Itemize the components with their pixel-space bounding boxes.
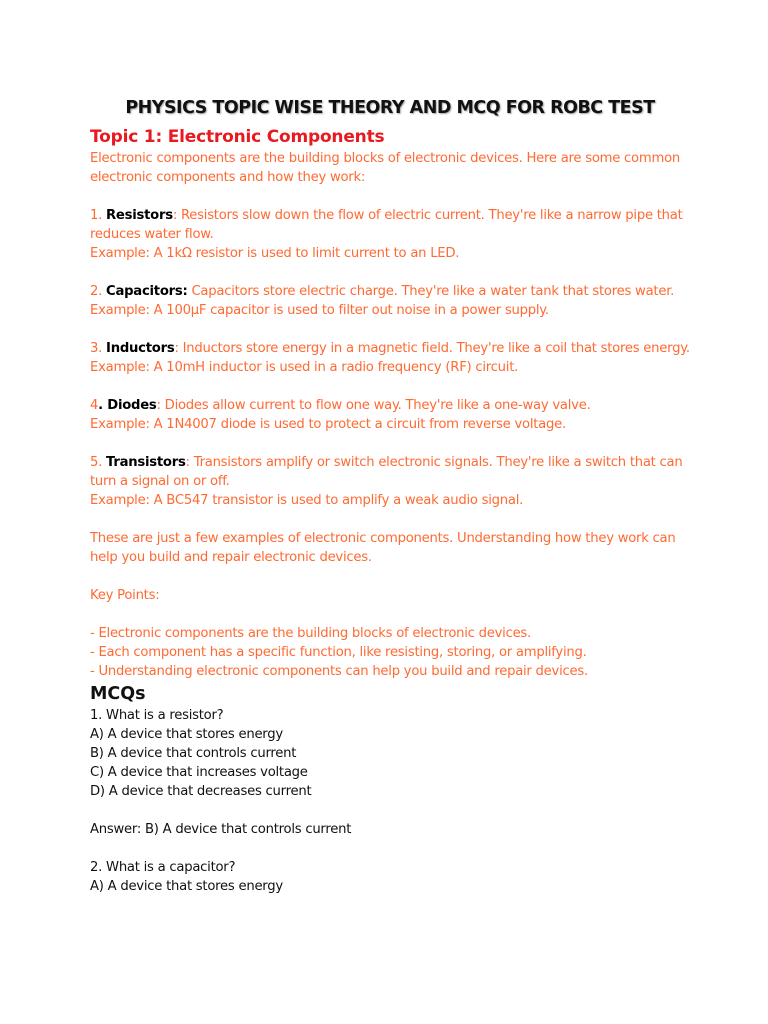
component-example: Example: A BC547 transistor is used to amplify a weak audio signal.: [90, 493, 524, 508]
component-name: Capacitors:: [106, 284, 188, 299]
option-a: A) A device that stores energy: [90, 879, 283, 894]
component-transistors: 5. Transistors: Transistors amplify or switch electronic signals. They're like a switch that can turn a signal on or off.: [90, 455, 683, 489]
option-b: B) A device that controls current: [90, 746, 297, 761]
component-capacitors: 2. Capacitors: Capacitors store electric charge. They're like a water tank that stores water.: [90, 284, 675, 299]
component-diodes: 4. Diodes: Diodes allow current to flow one way. They're like a one-way valve.: [90, 398, 591, 413]
component-example: Example: A 1kΩ resistor is used to limit current to an LED.: [90, 246, 460, 261]
component-name: Inductors: [106, 341, 175, 356]
mcq-section: [90, 706, 690, 896]
theory-section: [90, 149, 690, 681]
component-example: Example: A 10mH inductor is used in a radio frequency (RF) circuit.: [90, 360, 519, 375]
component-name: Transistors: [106, 455, 186, 470]
document-title: PHYSICS TOPIC WISE THEORY AND MCQ FOR ROBC TEST: [125, 98, 655, 118]
document-page: [90, 96, 690, 896]
intro-paragraph: Electronic components are the building blocks of electronic devices. Here are some common electronic components and how they work:: [90, 151, 680, 185]
key-point: - Understanding electronic components can help you build and repair devices.: [90, 664, 588, 679]
closing-paragraph: These are just a few examples of electronic components. Understanding how they work can help you build and repair electronic devices.: [90, 531, 676, 565]
key-point: - Each component has a specific function, like resisting, storing, or amplifying.: [90, 645, 587, 660]
component-example: Example: A 100μF capacitor is used to filter out noise in a power supply.: [90, 303, 549, 318]
option-c: C) A device that increases voltage: [90, 765, 308, 780]
question-1: 1. What is a resistor?: [90, 708, 224, 723]
key-point: - Electronic components are the building blocks of electronic devices.: [90, 626, 531, 641]
key-points-heading: Key Points:: [90, 588, 160, 603]
question-2: 2. What is a capacitor?: [90, 860, 236, 875]
component-name: . Diodes: [98, 398, 157, 413]
option-d: D) A device that decreases current: [90, 784, 312, 799]
answer-1: Answer: B) A device that controls current: [90, 822, 352, 837]
option-a: A) A device that stores energy: [90, 727, 283, 742]
topic-heading: Topic 1: Electronic Components: [90, 127, 385, 147]
component-example: Example: A 1N4007 diode is used to protect a circuit from reverse voltage.: [90, 417, 566, 432]
mcq-heading: MCQs: [90, 684, 146, 704]
component-name: Resistors: [106, 208, 173, 223]
component-inductors: 3. Inductors: Inductors store energy in a magnetic field. They're like a coil that stores energy.: [90, 341, 690, 356]
component-resistors: 1. Resistors: Resistors slow down the flow of electric current. They're like a narrow pipe that reduces water flow.: [90, 208, 683, 242]
